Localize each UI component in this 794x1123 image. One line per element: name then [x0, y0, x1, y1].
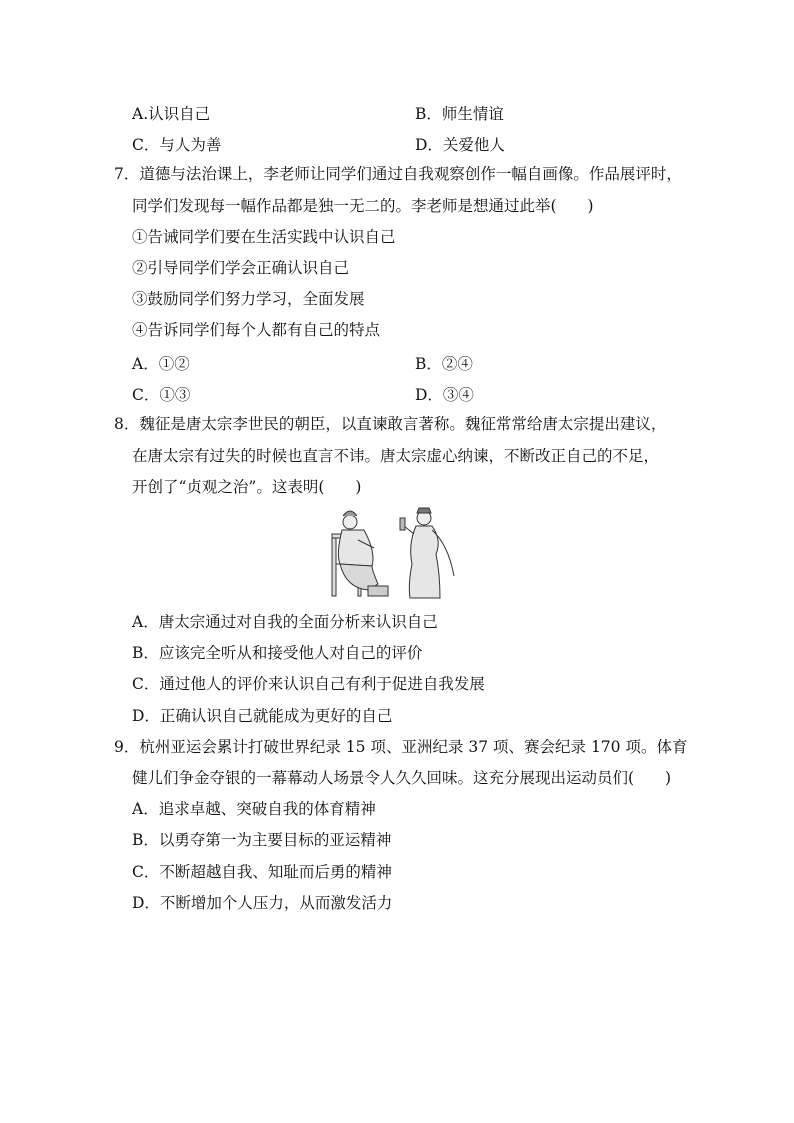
q9-option-a: A．追求卓越、突破自我的体育精神 [132, 800, 376, 818]
q7-option-c: C．①③ [132, 386, 191, 404]
standing-minister-figure [400, 508, 454, 598]
q7-option-row-2 [132, 383, 692, 403]
q6-option-a: A.认识自己 [132, 105, 211, 123]
q7-option-row-1 [132, 352, 692, 372]
q8-option-a: A．唐太宗通过对自我的全面分析来认识自己 [132, 613, 438, 631]
q8-stem-line-1: 8．魏征是唐太宗李世民的朝臣，以直谏敢言著称。魏征常常给唐太宗提出建议， [114, 415, 667, 433]
seated-emperor-figure [332, 511, 388, 596]
illustration-emperor-and-minister [328, 504, 458, 600]
q7-statement-4: ④告诉同学们每个人都有自己的特点 [132, 321, 381, 339]
q7-option-b: B．②④ [415, 355, 473, 373]
q9-stem-line-1: 9．杭州亚运会累计打破世界纪录 15 项、亚洲纪录 37 项、赛会纪录 170 项。体育 [114, 738, 688, 756]
q9-stem-line-2: 健儿们争金夺银的一幕幕动人场景令人久久回味。这充分展现出运动员们( ) [132, 769, 672, 787]
q8-option-c: C．通过他人的评价来认识自己有利于促进自我发展 [132, 675, 485, 693]
q7-stem-line-2: 同学们发现每一幅作品都是独一无二的。李老师是想通过此举( ) [132, 197, 594, 215]
q9-option-c: C．不断超越自我、知耻而后勇的精神 [132, 863, 392, 881]
q6-option-row-1 [132, 102, 692, 122]
q7-option-d: D．③④ [415, 386, 474, 404]
q8-option-d: D．正确认识自己就能成为更好的自己 [132, 707, 393, 725]
q7-stem-line-1: 7．道德与法治课上，李老师让同学们通过自我观察创作一幅自画像。作品展评时， [114, 165, 682, 183]
q8-stem-line-3: 开创了“贞观之治”。这表明( ) [132, 478, 362, 496]
q9-option-d: D．不断增加个人压力，从而激发活力 [132, 894, 393, 912]
q7-option-a: A．①② [132, 355, 190, 373]
q6-option-c: C．与人为善 [132, 136, 222, 154]
q6-option-row-2 [132, 133, 692, 153]
q8-stem-line-2: 在唐太宗有过失的时候也直言不讳。唐太宗虚心纳谏，不断改正自己的不足， [132, 447, 660, 465]
q8-option-b: B．应该完全听从和接受他人对自己的评价 [132, 644, 423, 662]
q7-statement-3: ③鼓励同学们努力学习，全面发展 [132, 290, 365, 308]
q6-option-d: D．关爱他人 [415, 136, 505, 154]
q7-statement-2: ②引导同学们学会正确认识自己 [132, 259, 350, 277]
q7-statement-1: ①告诫同学们要在生活实践中认识自己 [132, 228, 396, 246]
q9-option-b: B．以勇夺第一为主要目标的亚运精神 [132, 831, 392, 849]
q6-option-b: B．师生情谊 [415, 105, 504, 123]
